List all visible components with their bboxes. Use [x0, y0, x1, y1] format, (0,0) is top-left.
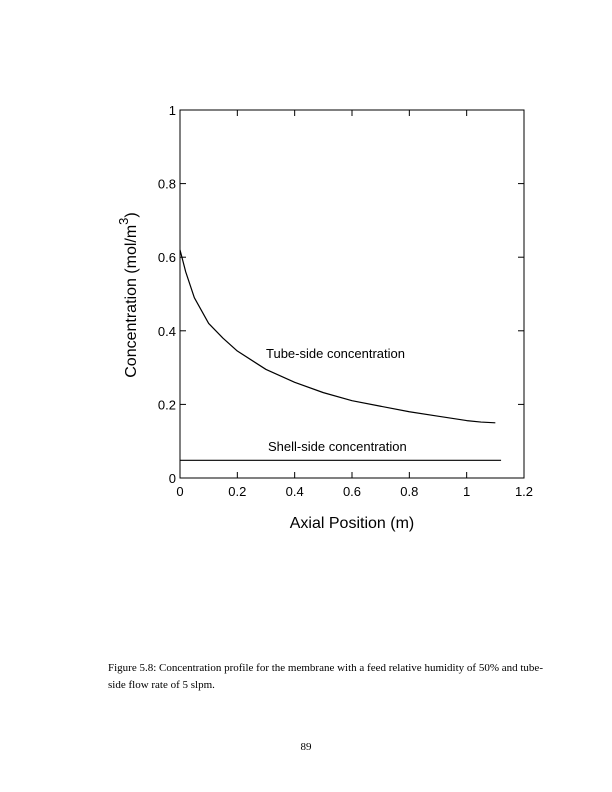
x-tick-label: 1.2 [514, 484, 534, 499]
y-axis-title-main: Concentration (mol/m [123, 224, 140, 378]
y-tick-label: 1 [168, 103, 176, 118]
y-tick-label: 0.2 [157, 397, 176, 413]
y-axis-title-superscript: 3 [116, 217, 131, 225]
x-tick-label: 0.8 [400, 484, 419, 499]
figure-caption: Figure 5.8: Concentration profile for the membrane with a feed relative humidity of 50% and tube-side flow rate of 5 slpm. [108, 662, 543, 691]
x-axis-title: Axial Position (m) [289, 515, 415, 532]
y-axis-title [116, 212, 140, 378]
x-tick-label: 0.4 [285, 484, 304, 499]
x-tick-label: 0 [176, 484, 184, 499]
y-tick-label: 0.6 [157, 250, 176, 266]
x-tick-label: 0.2 [228, 484, 247, 499]
y-tick-label: 0.4 [157, 323, 176, 339]
y-axis-title-close: ) [123, 212, 140, 218]
y-tick-label: 0 [168, 471, 176, 486]
y-tick-label: 0.8 [157, 176, 176, 192]
tube-side-annotation: Tube-side concentration [266, 346, 405, 361]
shell-side-annotation: Shell-side concentration [268, 439, 407, 454]
x-tick-label: 0.6 [342, 484, 362, 499]
x-tick-label: 1 [463, 484, 471, 499]
plot-frame [180, 110, 524, 478]
tube-side-line [180, 250, 495, 423]
page-number: 89 [300, 741, 312, 753]
